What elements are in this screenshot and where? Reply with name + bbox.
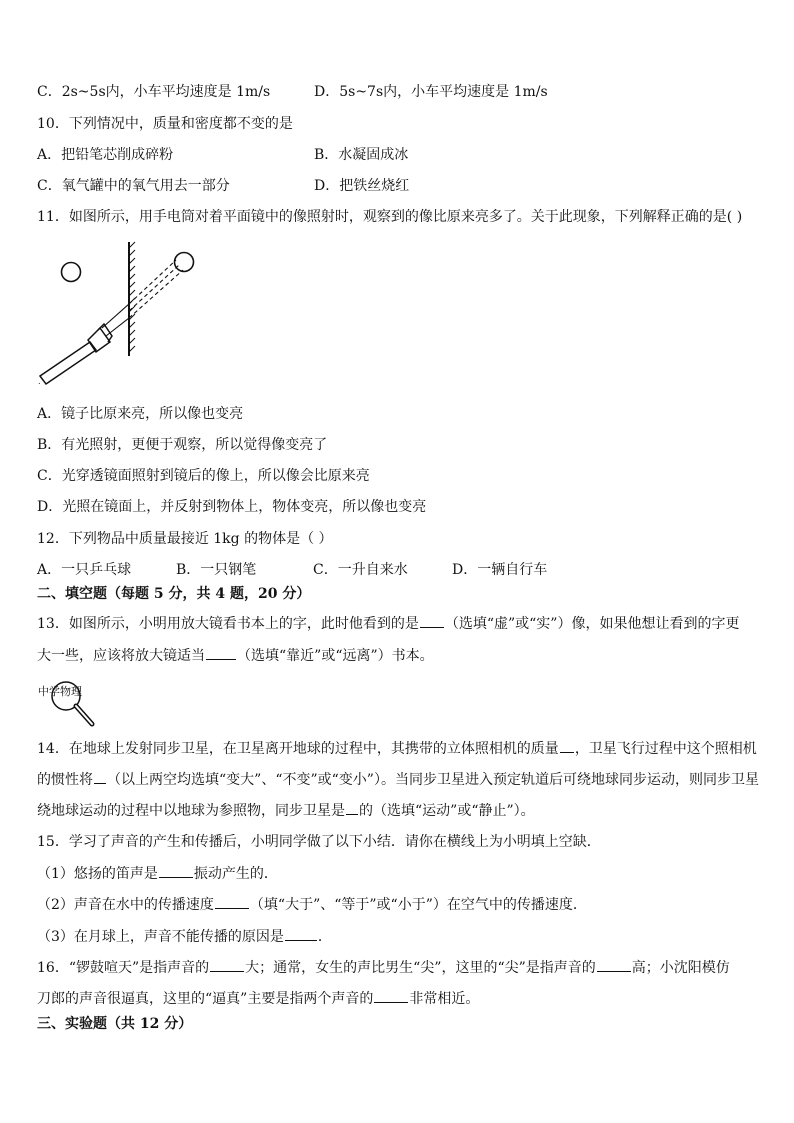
q12-option-c: C．一升自来水 — [313, 562, 408, 578]
q10-option-d: D．把铁丝烧红 — [314, 178, 410, 194]
q11-option-d: D．光照在镜面上，并反射到物体上，物体变亮，所以像也变亮 — [37, 499, 427, 515]
q11-option-c: C．光穿透镜面照射到镜后的像上，所以像会比原来亮 — [37, 468, 370, 484]
q15-blank-3[interactable] — [285, 926, 317, 941]
q14-blank-2[interactable] — [94, 769, 106, 784]
q15-stem: 15．学习了声音的产生和传播后，小明同学做了以下小结．请你在横线上为小明填上空缺． — [37, 834, 601, 850]
q15-blank-2[interactable] — [215, 894, 249, 909]
image-ball — [175, 253, 194, 272]
flashlight-icon — [40, 324, 112, 384]
q16-blank-1[interactable] — [210, 957, 244, 972]
object-ball — [62, 263, 81, 282]
q16-blank-2[interactable] — [597, 957, 631, 972]
q15-sub-2: （2）声音在水中的传播速度 （填“大于”、“等于”或“小于”）在空气中的传播速度． — [37, 894, 587, 915]
svg-text:.: . — [38, 377, 41, 386]
q16-line-1: 16．“锣鼓喧天”是指声音的 大；通常，女生的声比男生“尖”，这里的“尖”是指声音的 高；小沈阳模仿 — [37, 957, 730, 978]
q15-blank-1[interactable] — [159, 863, 193, 878]
q12-option-a: A．一只乒乓球 — [37, 562, 132, 578]
q12-stem: 12．下列物品中质量最接近 1kg 的物体是（ ） — [37, 531, 333, 547]
q12-option-d: D．一辆自行车 — [452, 562, 548, 578]
q9-option-d: D．5s~7s内，小车平均速度是 1m/s — [314, 84, 548, 100]
q13-line-1: 13．如图所示，小明用放大镜看书本上的字，此时他看到的是 （选填“虚”或“实”）像，如果他想让看到的字更 — [37, 613, 739, 634]
magnified-text: 中学物理 — [38, 685, 82, 698]
q10-option-a: A．把铅笔芯削成碎粉 — [37, 147, 174, 163]
q11-option-b: B．有光照射，更便于观察，所以觉得像变亮了 — [37, 437, 328, 453]
q13-blank-1[interactable] — [420, 613, 444, 628]
section-3-heading: 三、实验题（共 12 分） — [37, 1016, 193, 1032]
q11-stem: 11．如图所示，用手电筒对着平面镜中的像照射时，观察到的像比原来亮多了。关于此现象，下列解释正确的是( ) — [37, 209, 743, 225]
q14-blank-3[interactable] — [346, 800, 358, 815]
q15-sub-1: （1）悠扬的笛声是 振动产生的． — [37, 863, 278, 884]
q10-option-b: B．水凝固成冰 — [314, 147, 409, 163]
q16-line-2: 刀郎的声音很逼真，这里的“逼真”主要是指两个声音的 非常相近。 — [37, 988, 479, 1009]
q10-stem: 10．下列情况中，质量和密度都不变的是 — [37, 116, 293, 132]
flashlight-mirror-figure — [36, 238, 206, 386]
q9-option-c: C．2s~5s内，小车平均速度是 1m/s — [37, 84, 271, 100]
q14-line-1: 14．在地球上发射同步卫星，在卫星离开地球的过程中，其携带的立体照相机的质量 ，卫星飞行过程中这个照相机 — [37, 738, 757, 759]
q14-blank-1[interactable] — [560, 738, 574, 753]
q11-option-a: A．镜子比原来亮，所以像也变亮 — [37, 406, 244, 422]
q14-line-2: 的惯性将 （以上两空均选填“变大”、“不变”或“变小”）。当同步卫星进入预定轨道后可绕地球同步运动，则同步卫星 — [37, 769, 759, 790]
magnifier-figure — [36, 680, 112, 728]
section-2-heading: 二、填空题（每题 5 分，共 4 题，20 分） — [37, 586, 311, 602]
light-beam — [102, 260, 183, 336]
q16-blank-3[interactable] — [374, 988, 408, 1003]
q15-sub-3: （3）在月球上，声音不能传播的原因是 ． — [37, 926, 332, 947]
q13-blank-2[interactable] — [206, 645, 236, 660]
q14-line-3: 绕地球运动的过程中以地球为参照物，同步卫星是 的（选填“运动”或“静止”）。 — [37, 800, 535, 821]
q10-option-c: C．氧气罐中的氧气用去一部分 — [37, 178, 230, 194]
q13-line-2: 大一些，应该将放大镜适当 （选填“靠近”或“远离”）书本。 — [37, 645, 434, 666]
q12-option-b: B．一只钢笔 — [176, 562, 257, 578]
